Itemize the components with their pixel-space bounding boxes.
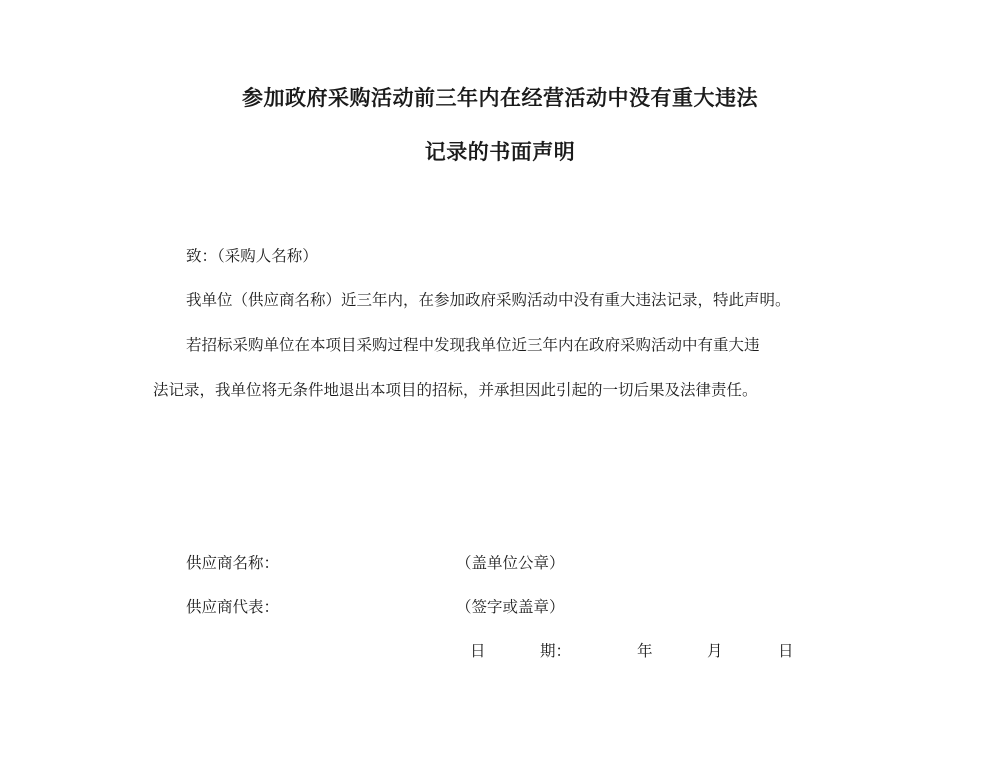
date-month-label: 月 xyxy=(707,642,723,660)
date-day-label: 日 xyxy=(778,642,794,660)
signature-or-seal-note: （签字或盖章） xyxy=(456,598,565,616)
declaration-paragraph-2-line-2: 法记录，我单位将无条件地退出本项目的招标，并承担因此引起的一切后果及法律责任。 xyxy=(153,381,758,399)
date-label-ri: 日 xyxy=(470,642,486,660)
supplier-representative-label: 供应商代表： xyxy=(186,598,280,616)
company-seal-note: （盖单位公章） xyxy=(456,554,565,572)
document-title-line-1: 参加政府采购活动前三年内在经营活动中没有重大违法 xyxy=(242,86,758,110)
date-year-label: 年 xyxy=(637,642,653,660)
addressee-line: 致：（采购人名称） xyxy=(186,247,318,265)
declaration-paragraph-2-line-1: 若招标采购单位在本项目采购过程中发现我单位近三年内在政府采购活动中有重大违 xyxy=(186,336,760,354)
supplier-name-label: 供应商名称： xyxy=(186,554,280,572)
document-title-line-2: 记录的书面声明 xyxy=(424,140,576,164)
declaration-paragraph-1: 我单位（供应商名称）近三年内，在参加政府采购活动中没有重大违法记录，特此声明。 xyxy=(186,291,791,309)
date-label-qi: 期： xyxy=(540,642,572,660)
